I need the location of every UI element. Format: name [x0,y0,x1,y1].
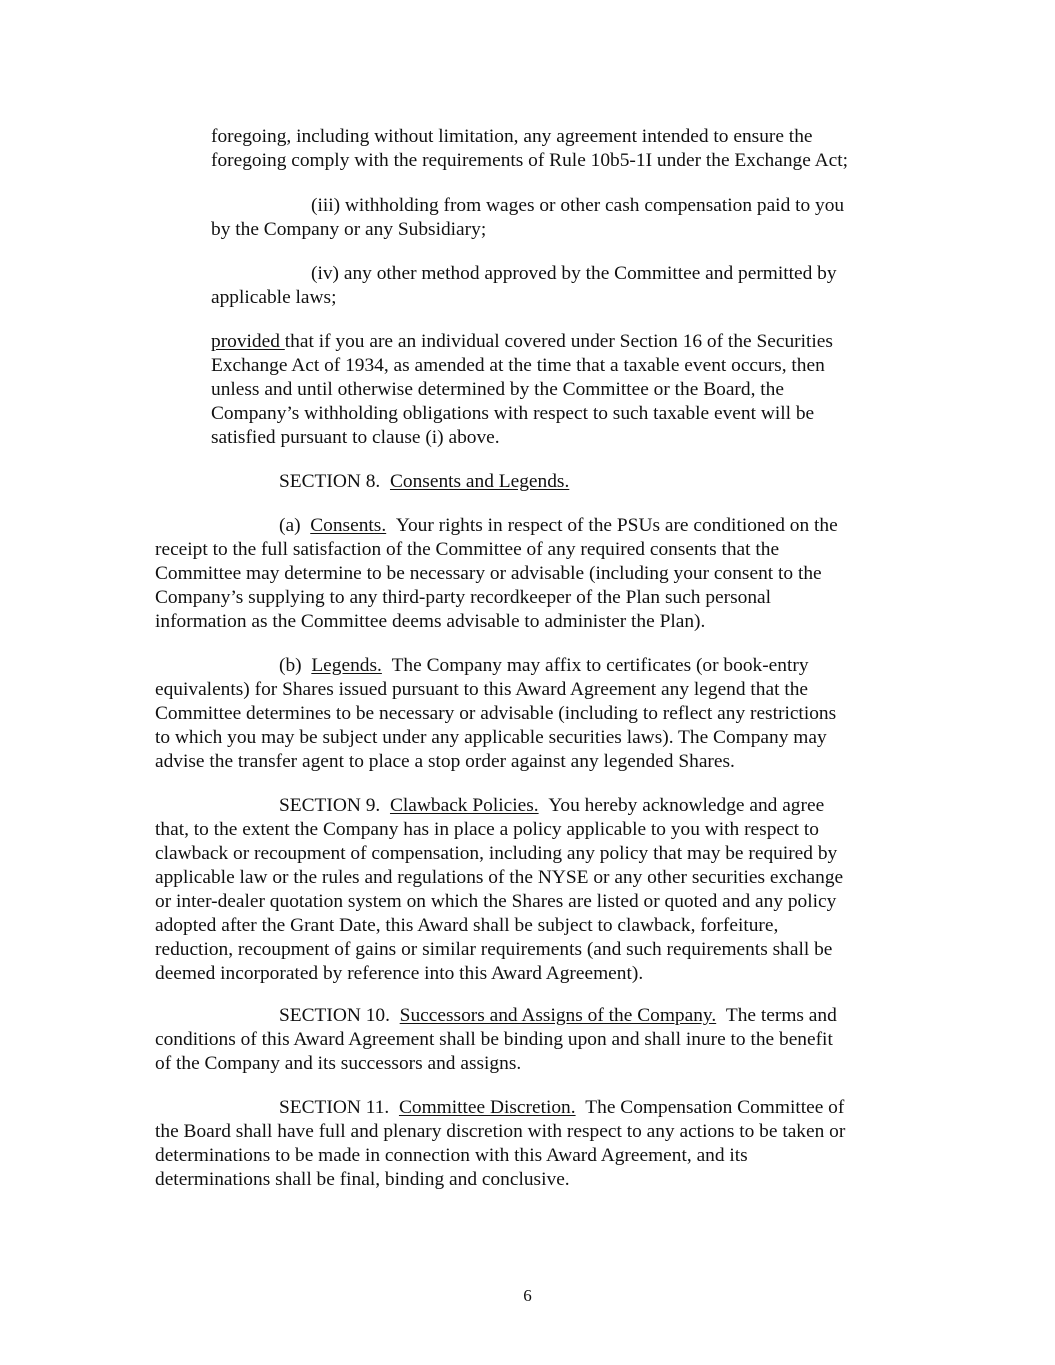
consents-paragraph [155,514,915,634]
section-9-line-2: that, to the extent the Company has in place a policy applicable to you with respect to [155,819,819,840]
section-9-line-1-rest: You hereby acknowledge and agree [548,795,825,816]
section-8-label: SECTION 8. [279,471,381,492]
section-10-line-2: conditions of this Award Agreement shall be binding upon and shall inure to the benefit [155,1029,833,1050]
legends-line-2: equivalents) for Shares issued pursuant to this Award Agreement any legend that the [155,679,809,700]
proviso-line-3: unless and until otherwise determined by the Committee or the Board, the [211,379,784,400]
section-9-line-8: deemed incorporated by reference into this Award Agreement). [155,963,644,984]
legends-paragraph [155,654,915,774]
section-11-label: SECTION 11. [279,1097,390,1118]
page-number: 6 [523,1286,532,1305]
item-iv-paragraph [211,262,931,310]
section-9-line-5: or inter-dealer quotation system on which the Shares are listed or quoted and any policy [155,891,837,912]
section-11-line-1-rest: The Compensation Committee of [585,1097,845,1118]
section-10-line-1-rest: The terms and [725,1005,837,1026]
section-9-heading: Clawback Policies. [389,795,539,816]
consents-line-1 [155,514,915,538]
item-iv-line-1: (iv) any other method approved by the Committee and permitted by [311,263,837,284]
legends-line-3: Committee determines to be necessary or advisable (including to reflect any restrictions [155,703,837,724]
consents-line-2: receipt to the full satisfaction of the Committee of any required consents that the [155,539,780,560]
proviso-line-2: Exchange Act of 1934, as amended at the time that a taxable event occurs, then [211,355,825,376]
item-iii-paragraph [211,194,931,242]
opening-line-1: foregoing, including without limitation, any agreement intended to ensure the [211,126,813,147]
section-11-paragraph [155,1096,915,1192]
section-10-heading: Successors and Assigns of the Company. [399,1005,717,1026]
section-8-heading [155,470,915,494]
consents-label: (a) [279,515,301,536]
item-iv-line-2: applicable laws; [211,287,337,308]
proviso-line-1 [211,330,931,354]
section-10-line-3: of the Company and its successors and assigns. [155,1053,522,1074]
item-iii-line-1: (iii) withholding from wages or other cash compensation paid to you [311,195,845,216]
section-9-line-6: adopted after the Grant Date, this Award shall be subject to clawback, forfeiture, [155,915,779,936]
legends-line-1 [155,654,915,678]
section-10-paragraph [155,1004,915,1076]
item-iii-line-2: by the Company or any Subsidiary; [211,219,487,240]
section-11-line-2: the Board shall have full and plenary discretion with respect to any actions to be taken or [155,1121,846,1142]
proviso-line-5: satisfied pursuant to clause (i) above. [211,427,500,448]
section-9-line-4: applicable law or the rules and regulations of the NYSE or any other securities exchange [155,867,844,888]
section-9-paragraph [155,794,915,986]
section-8-title: Consents and Legends. [389,471,570,492]
section-9-line-1 [155,794,915,818]
section-11-line-3: determinations to be made in connection with this Award Agreement, and its [155,1145,748,1166]
section-11-line-4: determinations shall be final, binding and conclusive. [155,1169,570,1190]
section-10-label: SECTION 10. [279,1005,390,1026]
proviso-line-1-rest: that if you are an individual covered under Section 16 of the Securities [284,331,833,352]
legends-line-1-rest: The Company may affix to certificates (or book-entry [391,655,809,676]
section-9-label: SECTION 9. [279,795,381,816]
section-11-heading: Committee Discretion. [398,1097,576,1118]
consents-line-4: Company’s supplying to any third-party recordkeeper of the Plan such personal [155,587,772,608]
section-8-line [155,470,915,494]
consents-heading: Consents. [310,515,387,536]
opening-paragraph [211,125,931,173]
consents-line-3: Committee may determine to be necessary or advisable (including your consent to the [155,563,822,584]
proviso-paragraph [211,330,931,450]
consents-line-1-rest: Your rights in respect of the PSUs are conditioned on the [395,515,838,536]
consents-line-5: information as the Committee deems advisable to administer the Plan). [155,611,706,632]
proviso-line-4: Company’s withholding obligations with respect to such taxable event will be [211,403,815,424]
section-10-line-1 [155,1004,915,1028]
proviso-underlined-word: provided [211,331,285,352]
opening-line-2: foregoing comply with the requirements of Rule 10b5-1I under the Exchange Act; [211,150,849,171]
section-9-line-7: reduction, recoupment of gains or similar requirements (and such requirements shall be [155,939,833,960]
legends-line-5: advise the transfer agent to place a stop order against any legended Shares. [155,751,735,772]
section-9-line-3: clawback or recoupment of compensation, including any policy that may be required by [155,843,838,864]
legends-label: (b) [279,655,302,676]
legends-heading: Legends. [311,655,382,676]
legends-line-4: to which you may be subject under any applicable securities laws). The Company may [155,727,827,748]
section-11-line-1 [155,1096,915,1120]
